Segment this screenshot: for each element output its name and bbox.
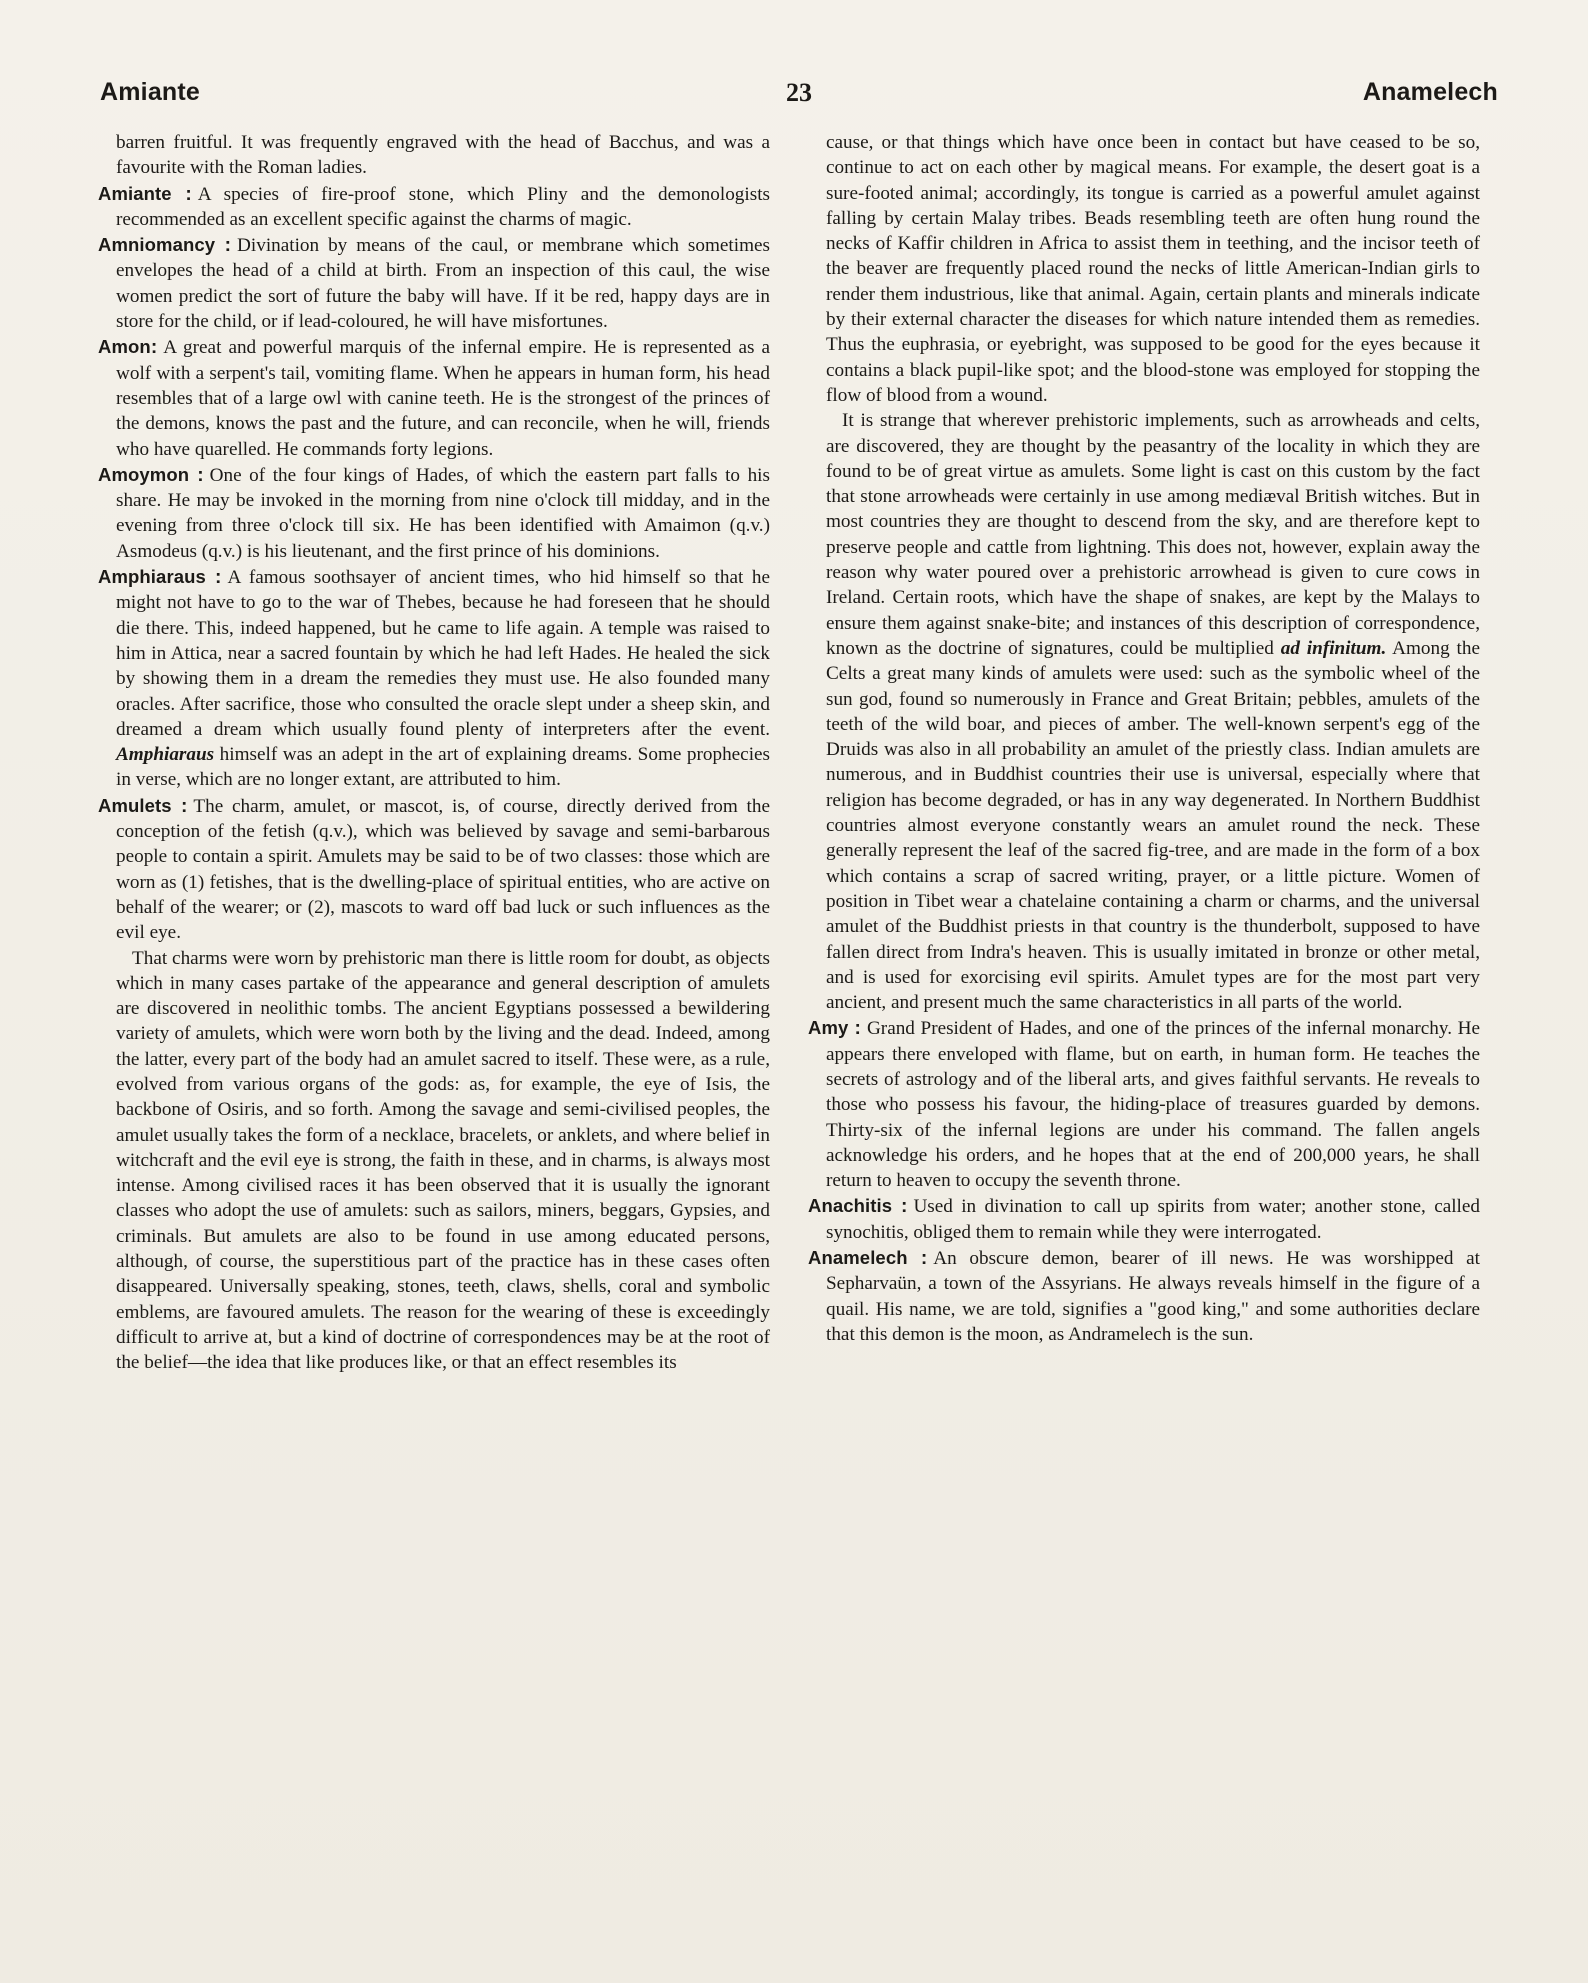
- entry-headword: Anamelech: [808, 1247, 908, 1269]
- entry-headword: Amulets: [98, 794, 172, 816]
- entry-amiante: Amiante : A species of fire-proof stone, which Pliny and the demonologists recommended as an excellent specific against the charms of magic.: [98, 182, 770, 230]
- entry-text: The charm, amulet, or mascot, is, of course, directly derived from the conception of the fetish (q.v.), which was believed by savage and semi-barbarous people to contain a spirit. Amulets may be said to be of two classes: those which are worn as (1) fetishes, that is the dwelling-place of spiritual entities, who are active on behalf of the wearer; or (2), mascots to ward off bad luck or such influences as the evil eye.: [116, 795, 770, 944]
- entry-italic: Amphiaraus: [116, 744, 215, 766]
- continued-text: barren fruitful. It was frequently engraved with the head of Bacchus, and was a favourite with the Roman ladies.: [116, 132, 770, 179]
- running-head-left: Amiante: [100, 78, 201, 106]
- running-head: [100, 78, 1498, 114]
- paragraph-text-continued: Among the Celts a great many kinds of amulets were used: such as the symbolic wheel of the sun god, found so numerously in France and Great Britain; pebbles, amulets of the teeth of the wild boar, and pieces of amber. The well-known serpent's egg of the Druids was also in all probability an amulet of the priestly class. Indian amulets are numerous, and in Buddhist countries their use is universal, especially where that religion has become degraded, or has in any way degenerated. In Northern Buddhist countries almost everyone constantly wears an amulet round the neck. These generally represent the leaf of the sacred fig-tree, and are made in the form of a box which contains a scrap of sacred writing, prayer, or a little picture. Women of position in Tibet wear a chatelaine containing a charm or charms, and the universal amulet of the Buddhist priests in that country is the thunderbolt, supposed to have fallen direct from Indra's heaven. This is usually imitated in bronze or other metal, and is used for exorcising evil spirits. Amulet types are for the most part very ancient, and present much the same characteristics in all parts of the world.: [826, 637, 1481, 1014]
- entry-text: Used in divination to call up spirits from water; another stone, called synochitis, obliged them to remain while they were interrogated.: [826, 1196, 1480, 1243]
- entry-text: A famous soothsayer of ancient times, who hid himself so that he might not have to go to the war of Thebes, because he had foreseen that he should die there. This, indeed happened, but he came to life again. A temple was raised to him in Attica, near a sacred fountain by which he had left Hades. He healed the sick by showing them in a dream the remedies they must use. He also founded many oracles. After sacrifice, those who consulted the oracle slept under a sheep skin, and dreamed a dream which usually found plenty of interpreters after the event.: [116, 567, 770, 740]
- entry-text: A species of fire-proof stone, which Pliny and the demonologists recommended as an excellent specific against the charms of magic.: [116, 183, 770, 230]
- running-head-right: Anamelech: [1362, 78, 1498, 106]
- entry-anachitis: Anachitis : Used in divination to call up spirits from water; another stone, called synochitis, obliged them to remain while they were interrogated.: [808, 1195, 1480, 1243]
- entry-text: A great and powerful marquis of the infernal empire. He is represented as a wolf with a serpent's tail, vomiting flame. When he appears in human form, his head resembles that of a large owl with canine teeth. He is the strongest of the princes of the demons, knows the past and the future, and can reconcile, when he will, friends who have quarelled. He commands forty legions.: [116, 337, 770, 460]
- entry-amon: Amon: A great and powerful marquis of the infernal empire. He is represented as a wolf with a serpent's tail, vomiting flame. When he appears in human form, his head resembles that of a large owl with canine teeth. He is the strongest of the princes of the demons, knows the past and the future, and can reconcile, when he will, friends who have quarelled. He commands forty legions.: [98, 336, 770, 460]
- entry-text: An obscure demon, bearer of ill news. He was worshipped at Sepharvaün, a town of the Assyrians. He always reveals himself in the figure of a quail. His name, we are told, signifies a "good king," and some authorities declare that this demon is the moon, as Andramelech is the sun.: [826, 1248, 1480, 1345]
- entry-text: Grand President of Hades, and one of the princes of the infernal monarchy. He appears there enveloped with flame, but on earth, in human form. He teaches the secrets of astrology and of the liberal arts, and gives faithful servants. He reveals to those who possess his favour, the hiding-place of treasures guarded by demons. Thirty-six of the infernal legions are under his command. The fallen angels acknowledge his orders, and he hopes that at the end of 200,000 years, he shall return to heaven to occupy the seventh throne.: [826, 1018, 1480, 1192]
- entry-amulets: Amulets : The charm, amulet, or mascot, is, of course, directly derived from the conception of the fetish (q.v.), which was believed by savage and semi-barbarous people to contain a spirit. Amulets may be said to be of two classes: those which are worn as (1) fetishes, that is the dwelling-place of spiritual entities, who are active on behalf of the wearer; or (2), mascots to ward off bad luck or such influences as the evil eye.: [98, 794, 770, 944]
- page-number: 23: [786, 78, 812, 107]
- entry-text: Divination by means of the caul, or membrane which sometimes envelopes the head of a child at birth. From an inspection of this caul, the wise women predict the sort of future the baby will have. If it be red, happy days are in store for the child, or if lead-coloured, he will have misfortunes.: [116, 235, 770, 333]
- entry-text-continued: himself was an adept in the art of explaining dreams. Some prophecies in verse, which are no longer extant, are attributed to him.: [116, 744, 771, 791]
- entry-headword: Amphiaraus: [98, 566, 206, 588]
- entry-amphiaraus: Amphiaraus : A famous soothsayer of ancient times, who hid himself so that he might not have to go to the war of Thebes, because he had foreseen that he should die there. This, indeed happened, but he came to life again. A temple was raised to him in Attica, near a sacred fountain by which he had left Hades. He healed the sick by showing them in a dream the remedies they must use. He also founded many oracles. After sacrifice, those who consulted the oracle slept under a sheep skin, and dreamed a dream which usually found plenty of interpreters after the event. Amphiaraus himself was an adept in the art of explaining dreams. Some prophecies in verse, which are no longer extant, are attributed to him.: [98, 566, 771, 791]
- entry-headword: Amniomancy: [98, 234, 216, 256]
- entry-headword: Amy: [808, 1017, 849, 1039]
- paragraph-text: It is strange that wherever prehistoric implements, such as arrowheads and celts, are discovered, they are thought by the peasantry of the locality in which they are found to be of great virtue as amulets. Some light is cast on this custom by the fact that stone arrowheads were certainly in use among mediæval British witches. But in most countries they are thought to descend from the sky, and are therefore kept to preserve people and cattle from lightning. This does not, however, explain away the reason why water poured over a prehistoric arrowhead is given to cure cows in Ireland. Certain roots, which have the shape of snakes, are kept by the Malays to ensure them against snake-bite; and instances of this description of correspondence, known as the doctrine of signatures, could be multiplied: [826, 410, 1480, 659]
- entry-text: One of the four kings of Hades, of which the eastern part falls to his share. He may be invoked in the morning from nine o'clock till midday, and in the evening from three o'clock till six. He has been identified with Amaimon (q.v.) Asmodeus (q.v.) is his lieutenant, and the first prince of his dominions.: [116, 464, 770, 562]
- entry-headword: Anachitis: [808, 1195, 893, 1217]
- paragraph-italic: ad infinitum.: [1280, 637, 1387, 659]
- amulets-paragraph: That charms were worn by prehistoric man there is little room for doubt, as objects which in many cases partake of the appearance and general description of amulets are discovered in neolithic tombs. The ancient Egyptians possessed a bewildering variety of amulets, which were worn both by the living and the dead. Indeed, among the latter, every part of the body had an amulet sacred to itself. These were, as a rule, evolved from various organs of the gods: as, for example, the eye of Isis, the backbone of Osiris, and so forth. Among the savage and semi-civilised peoples, the amulet usually takes the form of a necklace, bracelets, or anklets, and where belief in witchcraft and the evil eye is strong, the faith in these, and in charms, is always most intense. Among civilised races it has been observed that it is usually the ignorant classes who adopt the use of amulets: such as sailors, miners, beggars, Gypsies, and criminals. But amulets are also to be found in use among educated persons, although, of course, the superstitious part of the practice has in these cases often disappeared. Universally speaking, stones, teeth, claws, shells, coral and symbolic emblems, are favoured amulets. The reason for the wearing of these is exceedingly difficult to arrive at, but a kind of doctrine of correspondences may be at the root of the belief—the idea that like produces like, or that an effect resembles its: [116, 947, 770, 1374]
- continued-text: cause, or that things which have once been in contact but have ceased to be so, continue to act on each other by magical means. For example, the desert goat is a sure-footed animal; accordingly, its tongue is carried as a powerful amulet against falling by certain Malay tribes. Beads resembling teeth are often hung round the necks of Kaffir children in Africa to assist them in teething, and the incisor teeth of the beaver are frequently placed round the necks of little American-Indian girls to render them industrious, like that animal. Again, certain plants and minerals indicate by their external character the diseases for which nature intended them as remedies. Thus the euphrasia, or eyebright, was supposed to be good for the eyes because it contains a black pupil-like spot; and the blood-stone was employed for stopping the flow of blood from a wound.: [826, 132, 1480, 406]
- entry-anamelech: Anamelech : An obscure demon, bearer of ill news. He was worshipped at Sepharvaün, a town of the Assyrians. He always reveals himself in the figure of a quail. His name, we are told, signifies a "good king," and some authorities declare that this demon is the moon, as Andramelech is the sun.: [808, 1247, 1480, 1345]
- left-column: [98, 130, 770, 1376]
- entry-amy: Amy : Grand President of Hades, and one of the princes of the infernal monarchy. He appears there enveloped with flame, but on earth, in human form. He teaches the secrets of astrology and of the liberal arts, and gives faithful servants. He reveals to those who possess his favour, the hiding-place of treasures guarded by demons. Thirty-six of the infernal legions are under his command. The fallen angels acknowledge his orders, and he hopes that at the end of 200,000 years, he shall return to heaven to occupy the seventh throne.: [808, 1017, 1480, 1192]
- entry-headword: Amiante: [98, 182, 172, 204]
- amulets-paragraph: [808, 408, 1480, 1015]
- entry-headword: Amon: [98, 336, 151, 358]
- entry-headword: Amoymon: [98, 463, 190, 485]
- right-column: [808, 130, 1480, 1347]
- entry-amniomancy: Amniomancy : Divination by means of the caul, or membrane which sometimes envelopes the head of a child at birth. From an inspection of this caul, the wise women predict the sort of future the baby will have. If it be red, happy days are in store for the child, or if lead-coloured, he will have misfortunes.: [98, 234, 770, 333]
- entry-amoymon: Amoymon : One of the four kings of Hades, of which the eastern part falls to his share. He may be invoked in the morning from nine o'clock till midday, and in the evening from three o'clock till six. He has been identified with Amaimon (q.v.) Asmodeus (q.v.) is his lieutenant, and the first prince of his dominions.: [98, 463, 770, 562]
